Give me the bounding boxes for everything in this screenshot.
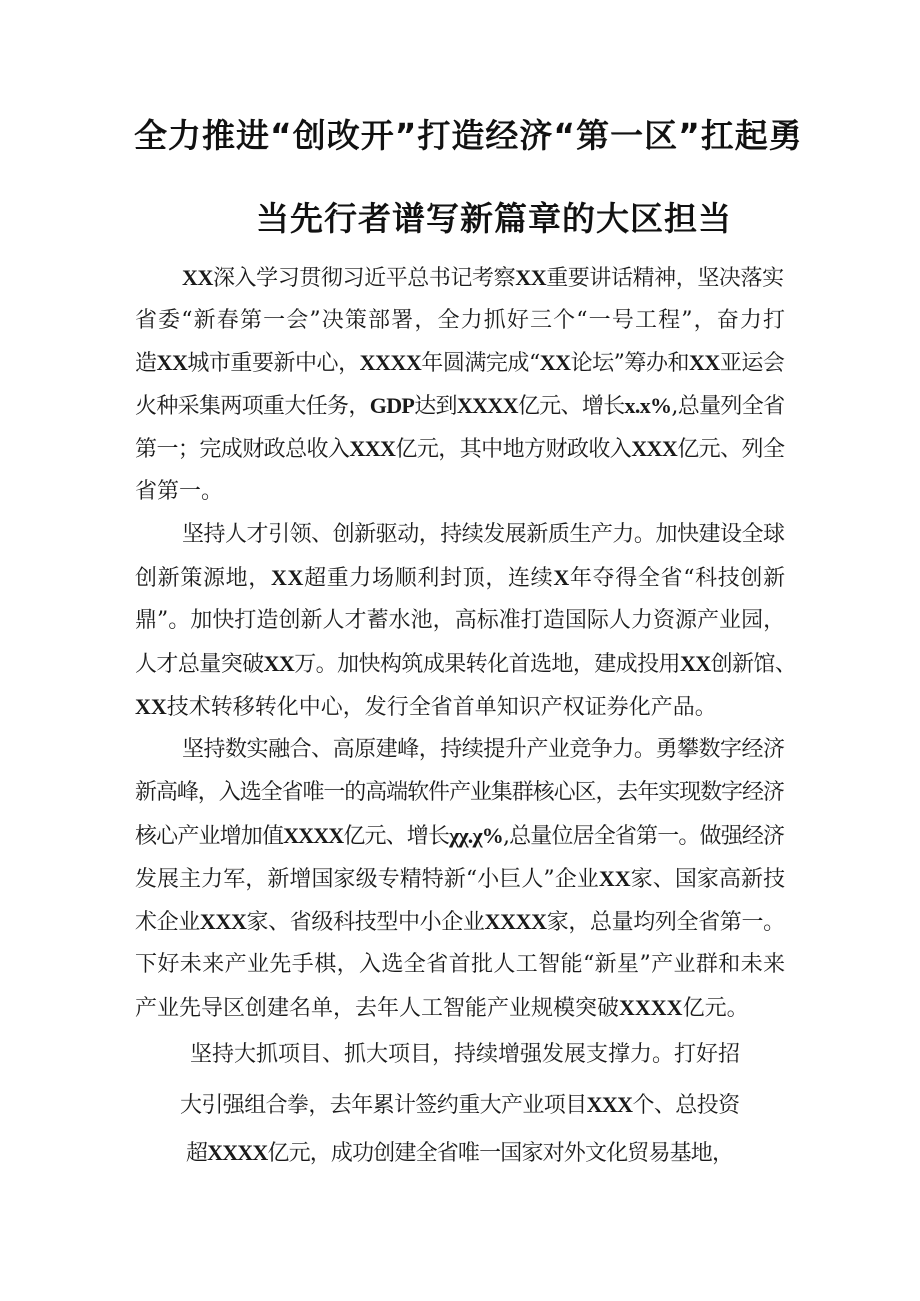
- body-line: 第一；完成财政总收入XXX亿元，其中地方财政收入XXX亿元、列全: [135, 436, 785, 462]
- body-line: 鼎”。加快打造创新人才蓄水池，高标准打造国际人力资源产业园，: [135, 608, 786, 633]
- body-line: 火种采集两项重大任务，GDP达到XXXX亿元、增长x.x%,总量列全省: [135, 393, 785, 419]
- body-line: 下好未来产业先手棋，入选全省首批人工智能“新星”产业群和未来: [135, 952, 786, 977]
- body-line: 发展主力军，新增国家级专精特新“小巨人”企业XX家、国家高新技: [135, 866, 786, 892]
- title-line-2: 当先行者谱写新篇章的大区担当: [256, 199, 732, 238]
- body-line: 新高峰，入选全省唯一的高端软件产业集群核心区，去年实现数字经济: [135, 780, 784, 805]
- body-line: 造XX城市重要新中心，XXXX年圆满完成“XX论坛”筹办和XX亚运会: [135, 350, 785, 376]
- body-line: 术企业XXX家、省级科技型中小企业XXXX家，总量均列全省第一。: [135, 909, 785, 935]
- body-line: 人才总量突破XX万。加快构筑成果转化首选地，建成投用XX创新馆、: [135, 651, 797, 677]
- body-line: 坚持人才引领、创新驱动，持续发展新质生产力。加快建设全球: [182, 522, 785, 547]
- body-line: XX深入学习贯彻习近平总书记考察XX重要讲话精神，坚决落实: [182, 265, 784, 291]
- title-line-1: 全力推进“创改开”打造经济“第一区”扛起勇: [134, 116, 803, 155]
- body-line: 核心产业增加值XXXX亿元、增长χχ.χ%,总量位居全省第一。做强经济: [135, 823, 785, 849]
- body-line: 坚持数实融合、高原建峰，持续提升产业竞争力。勇攀数字经济: [182, 737, 785, 762]
- body-line: 产业先导区创建名单，去年人工智能产业规模突破XXXX亿元。: [135, 995, 749, 1021]
- body-line: XX技术转移转化中心，发行全省首单知识产权证券化产品。: [135, 694, 717, 720]
- body-line: 超XXXX亿元，成功创建全省唯一国家对外文化贸易基地，: [186, 1140, 734, 1166]
- body-line: 大引强组合拳，去年累计签约重大产业项目XXX个、总投资: [180, 1092, 740, 1118]
- body-line: 创新策源地，XX超重力场顺利封顶，连续X年夺得全省“科技创新: [135, 565, 786, 591]
- body-line: 省委“新春第一会”决策部署，全力抓好三个“一号工程”，奋力打: [135, 308, 787, 333]
- body-line: 省第一。: [135, 479, 224, 504]
- body-line: 坚持大抓项目、抓大项目，持续增强发展支撑力。打好招: [190, 1042, 741, 1067]
